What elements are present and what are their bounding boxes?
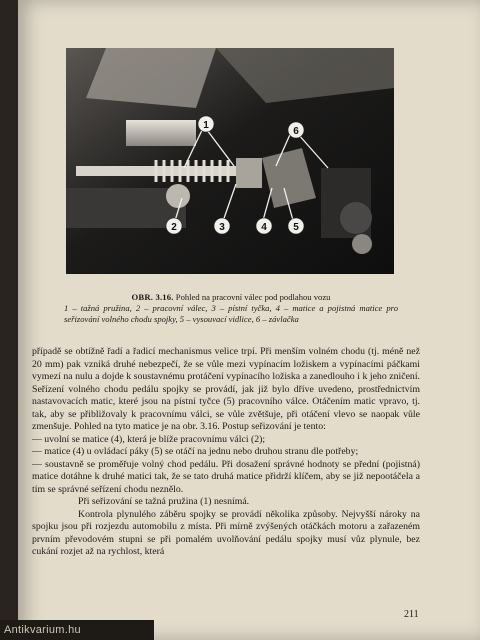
callout-2: 2 [171,222,177,233]
callout-5: 5 [293,222,299,233]
caption-subtitle: Pohled na pracovní válec pod podlahou vozu [175,292,331,302]
caption-title: OBR. 3.16. [131,292,174,302]
book-page [18,0,480,640]
bullet-2: — matice (4) u ovládací páky (5) se otáčí na jednu nebo druhou stranu dle potřeby; [32,446,359,457]
body-text [32,346,420,559]
callout-4: 4 [261,222,267,233]
caption-description: 1 – tažná pružina, 2 – pracovní válec, 3 – pístní tyčka, 4 – matice a pojistná matice pro seřizování volného chodu spojky, 5 – vysouvací vidlice, 6 – závlačka [64,303,398,324]
paragraph-2: Kontrola plynulého záběru spojky se provádí několika způsoby. Nejvyšší nároky na spojku jsou při rozjezdu automobilu z místa. Při mírně zvýšených otáčkách motoru a zařazeném prvním převodovém stupni se při pomalém uvolňování pedálu spojky musí vůz plynule, bez cukání rozjet až na rychlost, která [32,508,420,557]
caption-heading [64,292,398,303]
callout-1: 1 [203,120,209,131]
callout-6: 6 [293,126,299,137]
callout-3: 3 [219,222,225,233]
figure-photo [66,48,394,274]
paragraph-1: případě se obtížně řadí a řadicí mechanismus velice trpí. Při menším volném chodu (tj. méně než 20 mm) pak vzniká druhé nebezpečí, že se vůle mezi vypínacím ložiskem a vypínacími páčkami vymezí na nulu a dojde k soustavnému protáčení vypínacího ložiska a zanedlouho i k jeho zničení. Seřízení volného chodu pedálu spojky se provádí, jak již bylo dříve uvedeno, prostřednictvím nastavovacích matic, které jsou na pístní tyčce (5) pracovního válce. Otáčením matic vpravo, tj. tak, aby se přibližovaly k pracovnímu válci, se vůle zvětšuje, při otáčení vlevo se naopak vůle zmenšuje. Pohled na tyto matice je na obr. 3.16. Postup seřizování je tento: [32,346,420,432]
bullet-1: — uvolní se matice (4), která je blíže pracovnímu válci (2); [32,433,266,445]
bullet-3: — soustavně se proměřuje volný chod pedálu. Při dosažení správné hodnoty se přední (pojistná) matice dotáhne k druhé matici tak, že se tato druhá matice přidrží klíčem, aby se již nepootáčela a tím se správné seřízení chodu neznělo. [32,458,420,495]
page-number: 211 [404,609,419,620]
watermark: Antikvarium.hu [0,620,154,640]
figure-caption [64,292,398,325]
note-line: Při seřizování se tažná pružina (1) nesnímá. [78,496,250,507]
